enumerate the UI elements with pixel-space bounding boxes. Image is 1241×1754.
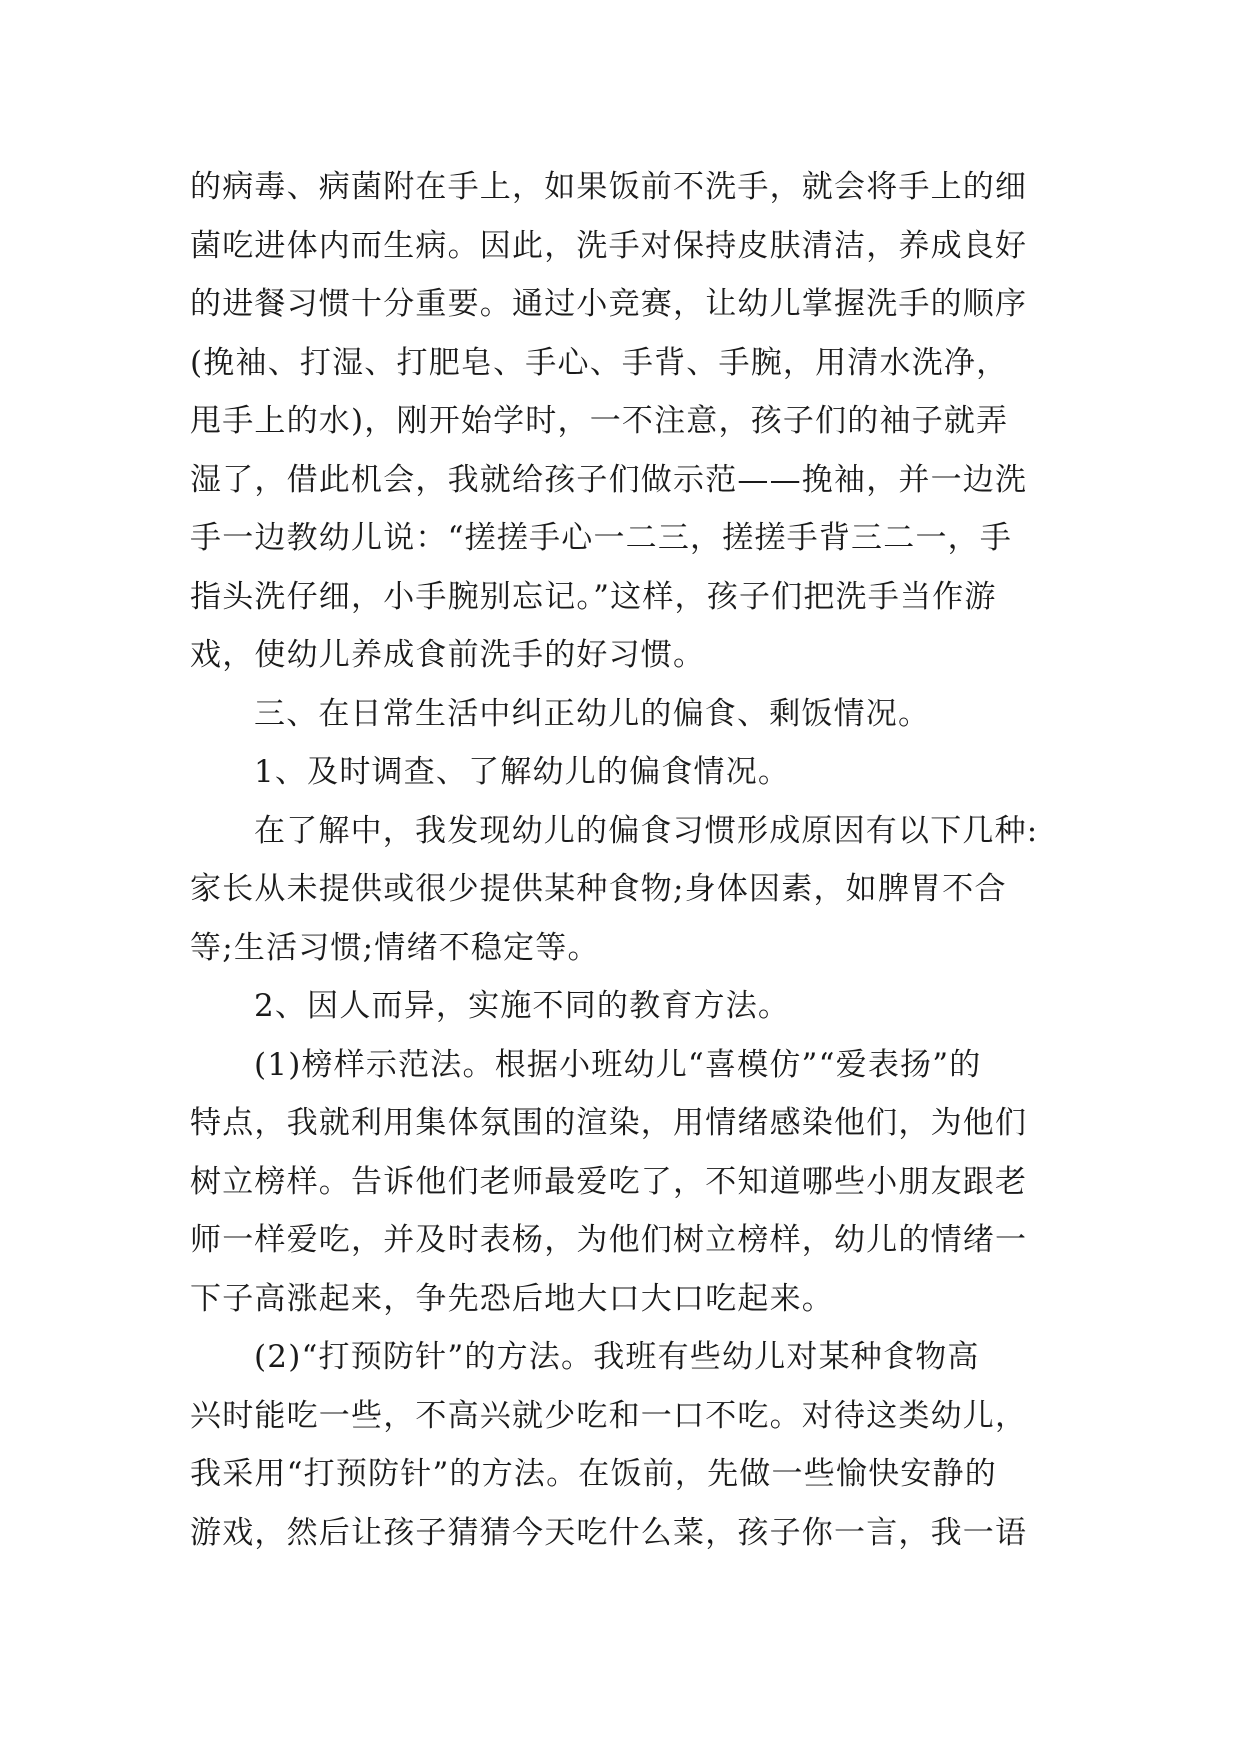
text-line: 在了解中，我发现幼儿的偏食习惯形成原因有以下几种: — [254, 812, 1039, 849]
text-line: 的进餐习惯十分重要。通过小竞赛，让幼儿掌握洗手的顺序 — [190, 286, 1028, 322]
text-line: (挽袖、打湿、打肥皂、手心、手背、手腕，用清水洗净， — [190, 344, 1009, 381]
text-line: 树立榜样。告诉他们老师最爱吃了，不知道哪些小朋友跟老 — [190, 1163, 1028, 1200]
text-line: 家长从未提供或很少提供某种食物;身体因素，如脾胃不合 — [190, 871, 1007, 907]
text-line: (1)榜样示范法。根据小班幼儿“喜模仿”“爱表扬”的 — [254, 1046, 982, 1083]
section-heading: 三、在日常生活中纠正幼儿的偏食、剩饭情况。 — [254, 695, 931, 732]
text-line: 下子高涨起来，争先恐后地大口大口吃起来。 — [190, 1280, 834, 1317]
text-line: 手一边教幼儿说：“搓搓手心一二三，搓搓手背三二一，手 — [190, 520, 1013, 556]
document-body — [190, 158, 1060, 1562]
text-line: 游戏，然后让孩子猜猜今天吃什么菜，孩子你一言，我一语 — [190, 1514, 1028, 1551]
text-line: 甩手上的水)，刚开始学时，一不注意，孩子们的袖子就弄 — [190, 403, 1009, 439]
subsection-heading: 2、因人而异，实施不同的教育方法。 — [254, 988, 791, 1024]
text-line: 特点，我就利用集体氛围的渲染，用情绪感染他们，为他们 — [190, 1105, 1028, 1141]
text-line: 菌吃进体内而生病。因此，洗手对保持皮肤清洁，养成良好 — [190, 227, 1028, 264]
subsection-heading: 1、及时调查、了解幼儿的偏食情况。 — [254, 754, 791, 790]
text-line: 等;生活习惯;情绪不稳定等。 — [190, 929, 600, 966]
text-line: 我采用“打预防针”的方法。在饭前，先做一些愉快安静的 — [190, 1456, 997, 1492]
text-line: (2)“打预防针”的方法。我班有些幼儿对某种食物高 — [254, 1339, 980, 1375]
text-line: 师一样爱吃，并及时表杨，为他们树立榜样，幼儿的情绪一 — [190, 1222, 1028, 1258]
text-line: 戏，使幼儿养成食前洗手的好习惯。 — [190, 637, 706, 673]
text-line: 指头洗仔细，小手腕别忘记。”这样，孩子们把洗手当作游 — [190, 578, 997, 615]
text-line: 兴时能吃一些，不高兴就少吃和一口不吃。对待这类幼儿， — [190, 1397, 1028, 1434]
text-line: 湿了，借此机会，我就给孩子们做示范——挽袖，并一边洗 — [190, 461, 1028, 498]
text-line: 的病毒、病菌附在手上，如果饭前不洗手，就会将手上的细 — [190, 169, 1028, 205]
